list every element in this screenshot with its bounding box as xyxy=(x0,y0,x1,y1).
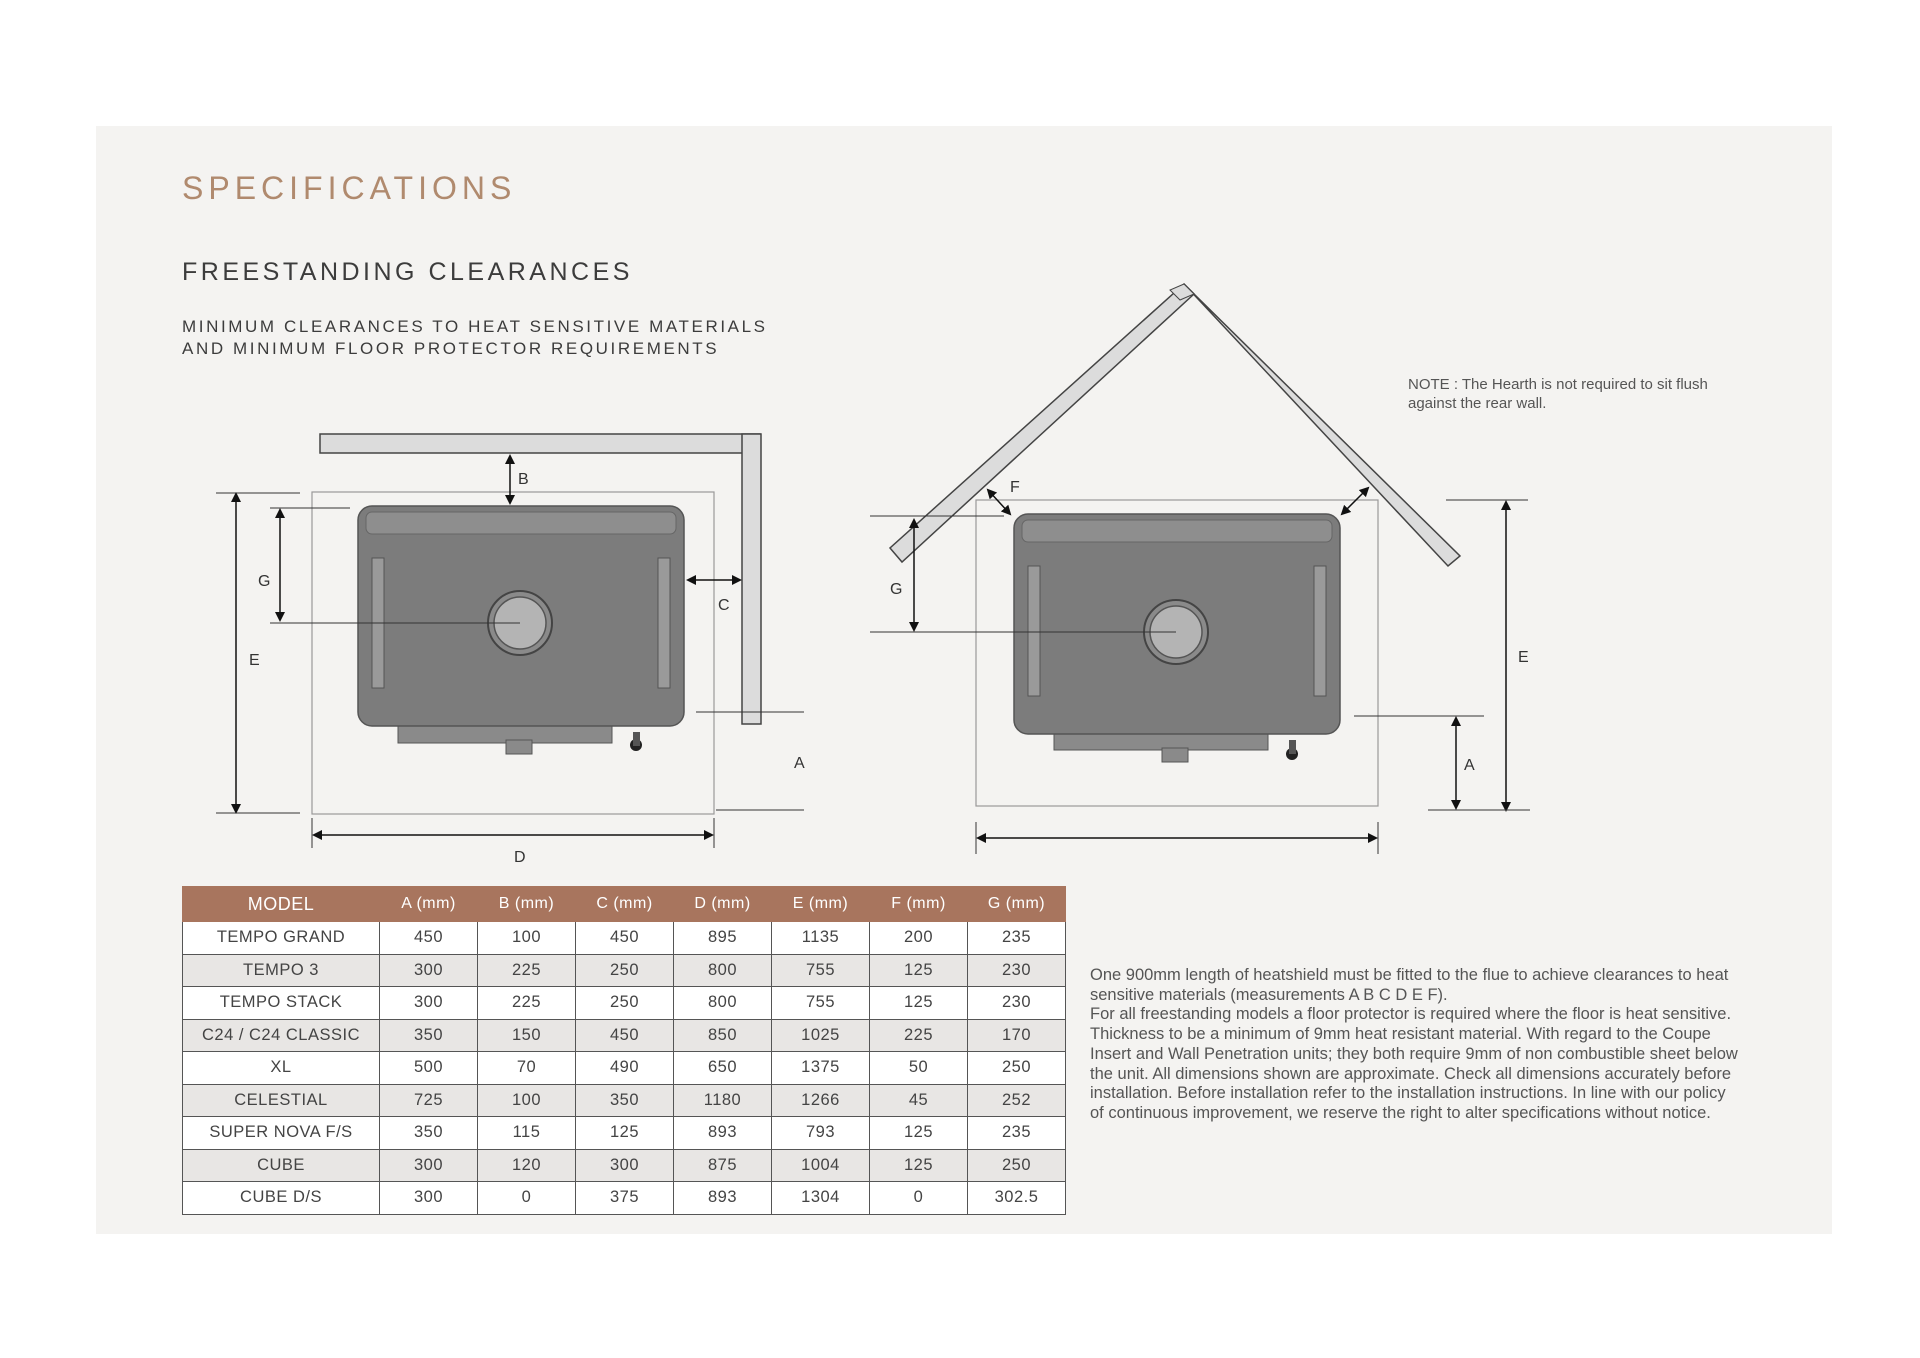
value-cell: 350 xyxy=(576,1084,674,1117)
table-row xyxy=(183,1182,1066,1215)
notes-paragraph-2: For all freestanding models a floor protector is required where the floor is heat sensitive. Thickness to be a minimum of 9mm heat resistant material. With regard to the Coupe Insert and Wall Penetration units; they both require 9mm of non combustible sheet below the unit. All dimensions shown are approximate. Check all dimensions accurately before installation. Before installation refer to the installation instructions. In line with our policy of continuous improvement, we reserve the right to alter specifications without notice. xyxy=(1090,1005,1738,1122)
value-cell: 300 xyxy=(380,1149,478,1182)
value-cell: 1135 xyxy=(772,922,870,955)
value-cell: 800 xyxy=(674,987,772,1020)
header-b: B (mm) xyxy=(478,887,576,922)
page-title: SPECIFICATIONS xyxy=(182,170,517,206)
value-cell: 230 xyxy=(968,987,1066,1020)
header-model: MODEL xyxy=(183,887,380,922)
value-cell: 300 xyxy=(380,954,478,987)
value-cell: 490 xyxy=(576,1052,674,1085)
value-cell: 893 xyxy=(674,1182,772,1215)
model-cell: CELESTIAL xyxy=(183,1084,380,1117)
label-g-right: G xyxy=(890,581,903,598)
value-cell: 350 xyxy=(380,1019,478,1052)
value-cell: 125 xyxy=(870,1117,968,1150)
model-cell: SUPER NOVA F/S xyxy=(183,1117,380,1150)
label-c: C xyxy=(718,597,730,614)
notes-paragraph-1: One 900mm length of heatshield must be fitted to the flue to achieve clearances to heat sensitive materials (measurements A B C D E F). xyxy=(1090,966,1729,1004)
table-row xyxy=(183,1019,1066,1052)
model-cell: TEMPO STACK xyxy=(183,987,380,1020)
value-cell: 250 xyxy=(576,954,674,987)
value-cell: 895 xyxy=(674,922,772,955)
header-a: A (mm) xyxy=(380,887,478,922)
value-cell: 650 xyxy=(674,1052,772,1085)
value-cell: 120 xyxy=(478,1149,576,1182)
value-cell: 300 xyxy=(380,987,478,1020)
value-cell: 302.5 xyxy=(968,1182,1066,1215)
value-cell: 100 xyxy=(478,1084,576,1117)
model-cell: TEMPO GRAND xyxy=(183,922,380,955)
header-d: D (mm) xyxy=(674,887,772,922)
model-cell: C24 / C24 CLASSIC xyxy=(183,1019,380,1052)
header-e: E (mm) xyxy=(772,887,870,922)
value-cell: 100 xyxy=(478,922,576,955)
model-cell: TEMPO 3 xyxy=(183,954,380,987)
clearance-table xyxy=(182,886,1066,1215)
value-cell: 450 xyxy=(576,922,674,955)
hearth-note: NOTE : The Hearth is not required to sit flush against the rear wall. xyxy=(1408,376,1708,412)
value-cell: 125 xyxy=(576,1117,674,1150)
value-cell: 225 xyxy=(478,954,576,987)
value-cell: 45 xyxy=(870,1084,968,1117)
value-cell: 250 xyxy=(968,1149,1066,1182)
header-g: G (mm) xyxy=(968,887,1066,922)
label-f: F xyxy=(1010,479,1020,496)
table-row xyxy=(183,1052,1066,1085)
model-cell: XL xyxy=(183,1052,380,1085)
value-cell: 1304 xyxy=(772,1182,870,1215)
value-cell: 252 xyxy=(968,1084,1066,1117)
table-row xyxy=(183,954,1066,987)
side-wall xyxy=(742,434,761,724)
value-cell: 235 xyxy=(968,922,1066,955)
value-cell: 115 xyxy=(478,1117,576,1150)
value-cell: 1180 xyxy=(674,1084,772,1117)
rear-wall xyxy=(320,434,760,453)
value-cell: 250 xyxy=(576,987,674,1020)
value-cell: 300 xyxy=(576,1149,674,1182)
value-cell: 0 xyxy=(478,1182,576,1215)
value-cell: 225 xyxy=(870,1019,968,1052)
value-cell: 50 xyxy=(870,1052,968,1085)
value-cell: 250 xyxy=(968,1052,1066,1085)
value-cell: 755 xyxy=(772,987,870,1020)
value-cell: 450 xyxy=(576,1019,674,1052)
value-cell: 125 xyxy=(870,954,968,987)
value-cell: 150 xyxy=(478,1019,576,1052)
value-cell: 450 xyxy=(380,922,478,955)
value-cell: 500 xyxy=(380,1052,478,1085)
value-cell: 1025 xyxy=(772,1019,870,1052)
value-cell: 800 xyxy=(674,954,772,987)
table-row xyxy=(183,1084,1066,1117)
label-e: E xyxy=(249,652,260,669)
value-cell: 755 xyxy=(772,954,870,987)
table-row xyxy=(183,922,1066,955)
dim-f-right xyxy=(1342,488,1368,514)
value-cell: 1004 xyxy=(772,1149,870,1182)
model-cell: CUBE xyxy=(183,1149,380,1182)
label-e-right: E xyxy=(1518,649,1529,666)
table-header-row xyxy=(183,887,1066,922)
left-diagram xyxy=(216,434,805,866)
label-g: G xyxy=(258,573,271,590)
value-cell: 200 xyxy=(870,922,968,955)
table-row xyxy=(183,1149,1066,1182)
value-cell: 1375 xyxy=(772,1052,870,1085)
stove-right xyxy=(1014,514,1340,762)
header-c: C (mm) xyxy=(576,887,674,922)
value-cell: 225 xyxy=(478,987,576,1020)
right-diagram xyxy=(870,284,1530,854)
value-cell: 375 xyxy=(576,1182,674,1215)
model-cell: CUBE D/S xyxy=(183,1182,380,1215)
label-b: B xyxy=(518,471,529,488)
subheading-line-1: MINIMUM CLEARANCES TO HEAT SENSITIVE MATERIALS xyxy=(182,317,768,336)
value-cell: 230 xyxy=(968,954,1066,987)
value-cell: 70 xyxy=(478,1052,576,1085)
label-a: A xyxy=(794,755,805,772)
dim-f-left xyxy=(988,490,1010,514)
value-cell: 793 xyxy=(772,1117,870,1150)
value-cell: 850 xyxy=(674,1019,772,1052)
header-f: F (mm) xyxy=(870,887,968,922)
section-title: FREESTANDING CLEARANCES xyxy=(182,258,633,286)
subheading-line-2: AND MINIMUM FLOOR PROTECTOR REQUIREMENTS xyxy=(182,339,720,358)
value-cell: 725 xyxy=(380,1084,478,1117)
value-cell: 893 xyxy=(674,1117,772,1150)
value-cell: 235 xyxy=(968,1117,1066,1150)
value-cell: 350 xyxy=(380,1117,478,1150)
stove-left xyxy=(358,506,684,754)
label-a-right: A xyxy=(1464,757,1475,774)
value-cell: 0 xyxy=(870,1182,968,1215)
value-cell: 125 xyxy=(870,1149,968,1182)
table-row xyxy=(183,987,1066,1020)
value-cell: 125 xyxy=(870,987,968,1020)
value-cell: 170 xyxy=(968,1019,1066,1052)
label-d: D xyxy=(514,849,526,866)
installation-notes xyxy=(1090,966,1738,1124)
value-cell: 1266 xyxy=(772,1084,870,1117)
value-cell: 875 xyxy=(674,1149,772,1182)
table-row xyxy=(183,1117,1066,1150)
value-cell: 300 xyxy=(380,1182,478,1215)
